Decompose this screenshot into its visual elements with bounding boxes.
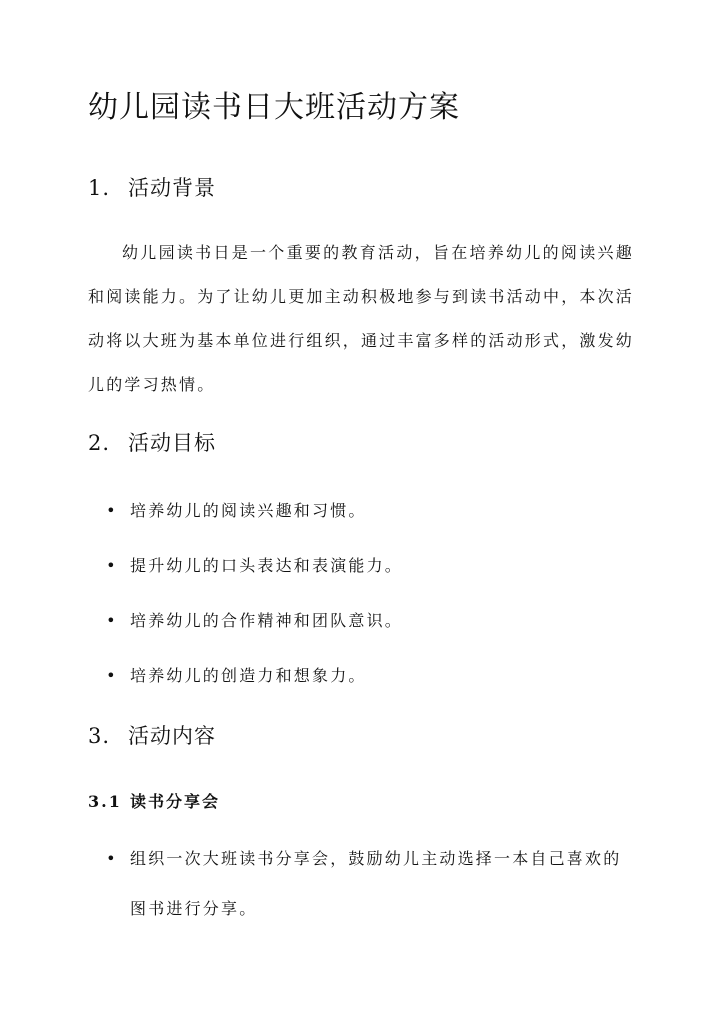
goal-list-item — [106, 484, 626, 538]
goal-list-item — [106, 594, 626, 648]
bullet-icon: • — [106, 666, 118, 685]
section-heading-content — [88, 721, 216, 751]
section-number: 3. — [88, 724, 111, 748]
section-title: 活动背景 — [128, 176, 216, 200]
section-heading-background — [88, 173, 216, 203]
bullet-icon: • — [106, 611, 118, 630]
goal-text: 培养幼儿的合作精神和团队意识。 — [130, 611, 404, 630]
goal-text: 培养幼儿的创造力和想象力。 — [130, 666, 367, 685]
goal-text: 培养幼儿的阅读兴趣和习惯。 — [130, 501, 367, 520]
content-text: 组织一次大班读书分享会，鼓励幼儿主动选择一本自己喜欢的图书进行分享。 — [130, 849, 622, 918]
section-title: 活动目标 — [128, 431, 216, 455]
document-title: 幼儿园读书日大班活动方案 — [88, 90, 460, 125]
background-paragraph: 幼儿园读书日是一个重要的教育活动，旨在培养幼儿的阅读兴趣和阅读能力。为了让幼儿更加主动积极地参与到读书活动中，本次活动将以大班为基本单位进行组织，通过丰富多样的活动形式，激发幼儿的学习热情。 — [88, 243, 635, 394]
bullet-icon: • — [106, 501, 118, 520]
goal-text: 提升幼儿的口头表达和表演能力。 — [130, 556, 404, 575]
subsection-title: 读书分享会 — [130, 792, 221, 811]
goal-list-item — [106, 539, 626, 593]
section-title: 活动内容 — [128, 724, 216, 748]
section-number: 1. — [88, 176, 111, 200]
section-number: 2. — [88, 431, 111, 455]
section-heading-goals — [88, 428, 216, 458]
goal-list-item — [106, 649, 626, 703]
bullet-icon: • — [106, 849, 118, 868]
subsection-heading-reading-share — [88, 790, 220, 814]
subsection-number: 3.1 — [88, 792, 122, 811]
content-list-item — [106, 834, 626, 934]
bullet-icon: • — [106, 556, 118, 575]
